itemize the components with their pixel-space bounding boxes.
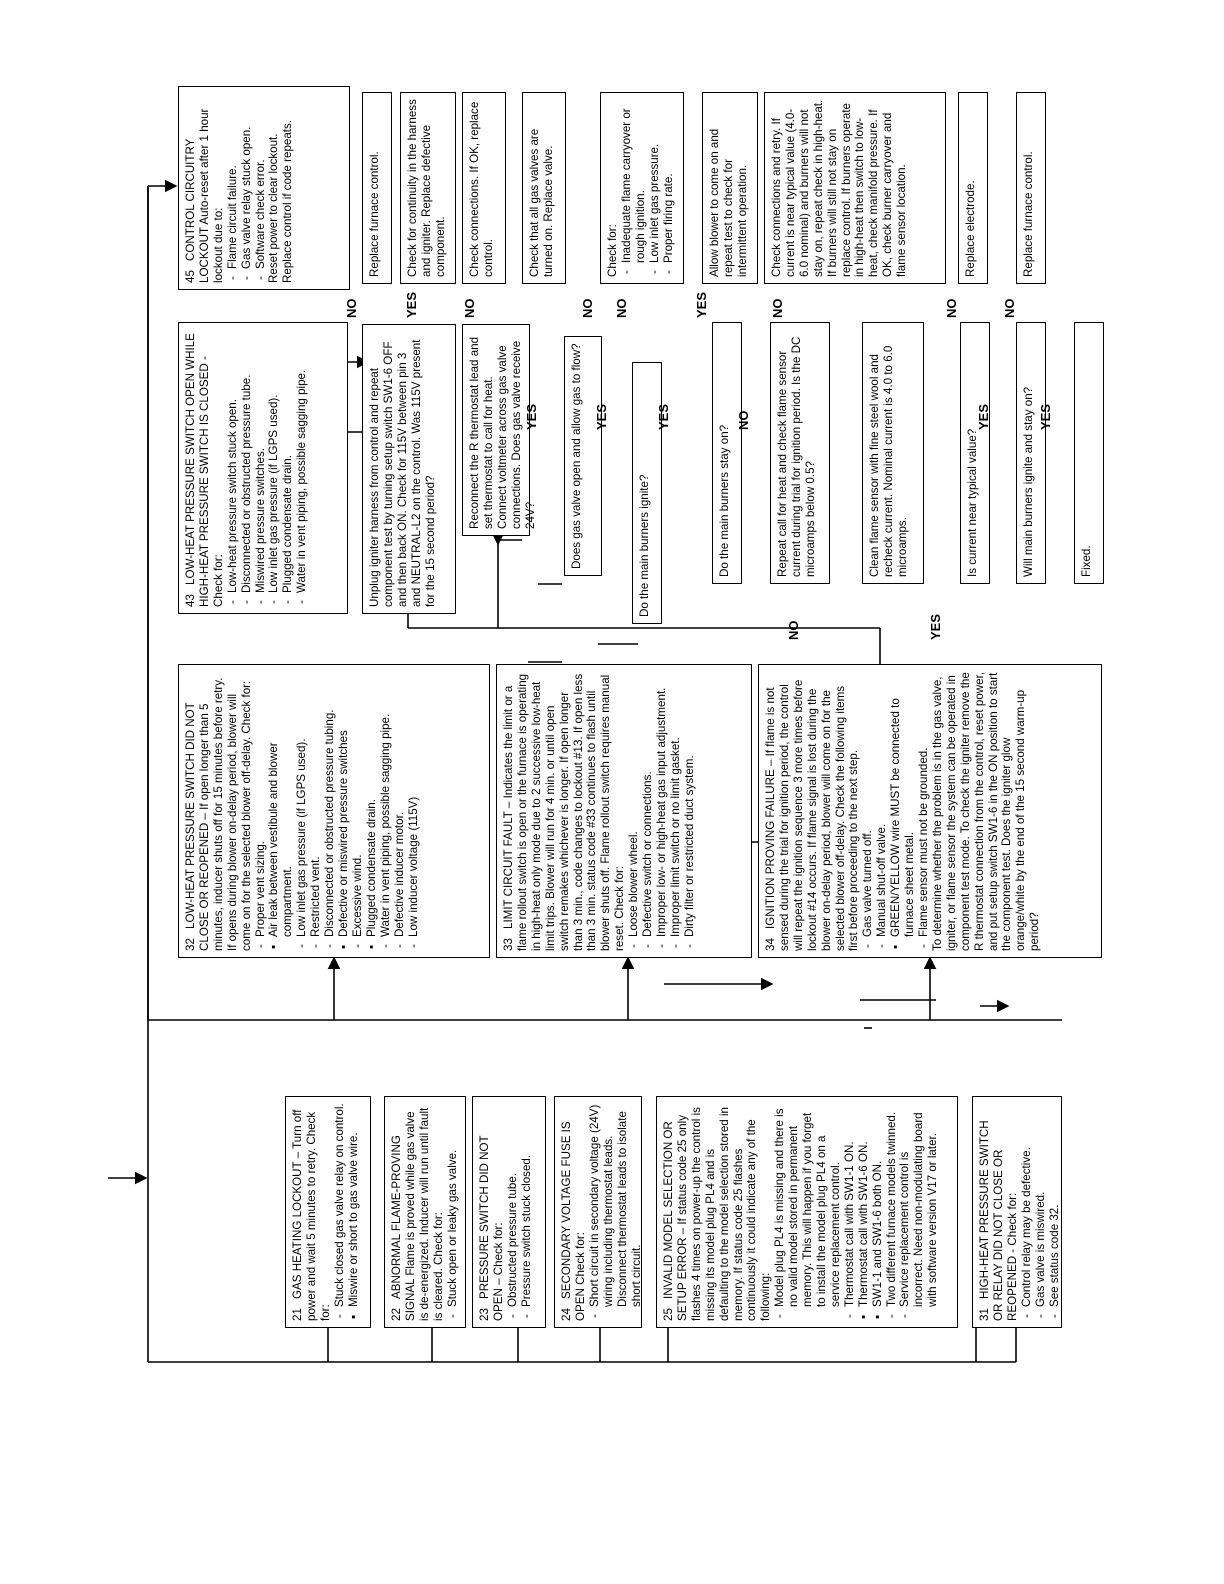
code-25-item: ▪ SW1-1 and SW1-6 both ON. (871, 1103, 885, 1321)
code-23-item: - Obstructed pressure tube. (506, 1103, 520, 1321)
yes-label: YES (1038, 403, 1053, 430)
code-34-item: - Gas valve turned off. (861, 671, 875, 951)
code-22-box (384, 1096, 466, 1328)
yes-label: YES (404, 291, 419, 318)
code-33-text: LIMIT CIRCUIT FAULT – Indicates the limit or a flame rollout switch is open or the furnace is operating in high-heat only mode due to 2 successive low-heat limit trips. Blower will run for 4 min. or until open switch remakes whichever is longer. If open longer than 3 min., code changes to lockout #13. If open less than 3 min. status code #33 continues to flash until blower shuts off. Flame rollout switch requires manual reset. Check for: (502, 673, 627, 951)
code-31-box (972, 1096, 1062, 1328)
step-fixed (1074, 322, 1104, 584)
code-23-text: PRESSURE SWITCH DID NOT OPEN – Check for: (478, 1135, 505, 1321)
yes-label: YES (928, 613, 943, 640)
step-burners-ignite (632, 362, 662, 624)
code-25-item: - Two different furnace models twinned. (885, 1103, 899, 1321)
code-34-text: IGNITION PROVING FAILURE – If flame is not sensed during the trial for ignition period, the control will repeat the ignition sequence 3 more times before lockout #14 occurs. If flame signal is lost during the blower on-delay period, blower will come on for the selected blower off-delay. Check the following items first before proceeding to the next step. (764, 679, 861, 951)
code-21-item: - Stuck closed gas valve relay on control. (333, 1103, 347, 1321)
code-32-item: - Proper vent sizing. (254, 671, 268, 951)
step-current-typical (960, 322, 990, 584)
code-25-item: - Thermostat call with SW1-1 ON. (843, 1103, 857, 1321)
action-allow-blower (702, 92, 758, 284)
code-25-item: - Model plug PL4 is missing and there is no valid model stored in permanent memory. This will happen if you forget to install the model plug PL4 on a service replacement control. (773, 1103, 843, 1321)
action-check-for-heading: Check for: (606, 224, 619, 277)
action-check-for-item: - Proper firing rate. (662, 99, 676, 277)
no-label: NO (736, 410, 751, 430)
step-clean-flame-sensor-text: Clean flame sensor with fine steel wool and recheck current. Nominal current is 4.0 to 6.0 microamps. (868, 345, 909, 577)
code-21-item: ▪ Miswire or short to gas valve wire. (347, 1103, 361, 1321)
code-34-question: To determine whether the problem is in the gas valve, igniter, or flame sensor the system can be operated in component test mode. To check the igniter remove the R thermostat connection from the control, reset power, and put setup switch SW1-6 in the ON position to start the component test. Does the igniter glow orange/white by the end of the 15 second warm-up period? (930, 671, 1042, 951)
action-check-connections-text: Check connections. If OK, replace control. (468, 101, 495, 277)
code-43-item: - Miswired pressure switches. (254, 329, 268, 607)
code-21-box (285, 1096, 371, 1328)
code-45-number: 45 (184, 270, 197, 283)
code-32-item: - Low inducer voltage (115V) (407, 671, 421, 951)
no-label: NO (786, 620, 801, 640)
step-burners-stay-on (712, 322, 742, 584)
code-31-text: HIGH-HEAT PRESSURE SWITCH OR RELAY DID NOT CLOSE OR REOPENED - Check for: (978, 1120, 1019, 1321)
code-22-number: 22 (390, 1308, 403, 1321)
action-check-connections-retry-text: Check connections and retry. If current is near typical value (4.0-6.0 nominal) and burners will not stay on, repeat check in high-heat. If burners will still not stay on replace control. If burners operate in high-heat then switch to low-heat, check manifold pressure. If OK, check burner carryover and flame sensor location. (770, 99, 909, 277)
code-25-text: INVALID MODEL SELECTION OR SETUP ERROR – If status code 25 only flashes 4 times on power-up the control is missing its model plug PL4 and is defaulting to the model selection stored in memory. If status code 25 flashes continuously it could indicate any of the following: (662, 1107, 773, 1321)
code-34-box (758, 664, 1102, 958)
code-31-item: - See status code 32. (1048, 1103, 1062, 1321)
code-43-number: 43 (184, 594, 197, 607)
code-34-number: 34 (764, 938, 777, 951)
code-43-item: - Disconnected or obstructed pressure tube. (240, 329, 254, 607)
code-32-item: - Low inlet gas pressure (if LGPS used). (295, 671, 309, 951)
code-45-text: CONTROL CIRCUITRY LOCKOUT Auto-reset after 1 hour lockout due to: (184, 108, 225, 283)
code-45-item: - Flame circuit failure. (226, 93, 240, 283)
code-32-box (178, 664, 490, 958)
yes-label: YES (976, 403, 991, 430)
code-33-item: - Improper limit switch or no limit gasket. (669, 671, 683, 951)
action-replace-electrode-text: Replace electrode. (964, 180, 977, 277)
action-check-for-item: - Low inlet gas pressure. (648, 99, 662, 277)
step-burners-ignite-text: Do the main burners ignite? (638, 474, 651, 617)
code-45-item: - Software check error. (254, 93, 268, 283)
no-label: NO (770, 298, 785, 318)
code-25-box (656, 1096, 958, 1328)
code-24-item: - Short circuit in secondary voltage (24V) wiring including thermostat leads. Disconnect thermostat leads to isolate short circuit. (588, 1103, 644, 1321)
action-replace-control-text: Replace furnace control. (368, 151, 381, 277)
no-label: NO (462, 298, 477, 318)
code-23-item: - Pressure switch stuck closed. (520, 1103, 534, 1321)
code-24-number: 24 (560, 1308, 573, 1321)
yes-label: YES (656, 403, 671, 430)
code-34-item: - Manual shut-off valve. (875, 671, 889, 951)
action-allow-blower-text: Allow blower to come on and repeat test to check for intermittent operation. (708, 128, 749, 277)
code-21-number: 21 (291, 1308, 304, 1321)
code-43-text: LOW-HEAT PRESSURE SWITCH OPEN WHILE HIGH-HEAT PRESSURE SWITCH IS CLOSED - Check for: (184, 333, 225, 607)
code-31-number: 31 (978, 1308, 991, 1321)
no-label: NO (580, 298, 595, 318)
action-check-continuity-text: Check for continuity in the harness and igniter. Replace defective component. (406, 99, 447, 277)
step-clean-flame-sensor (862, 322, 924, 584)
yes-label: YES (524, 403, 539, 430)
action-check-gas-valves (522, 92, 566, 284)
code-45-item: - Gas valve relay stuck open. (240, 93, 254, 283)
step-unplug-igniter (362, 324, 456, 614)
no-label: NO (614, 298, 629, 318)
yes-label: YES (594, 403, 609, 430)
action-check-continuity (400, 92, 456, 284)
action-check-connections (462, 92, 506, 284)
step-burners-ignite-stay-text: Will main burners ignite and stay on? (1022, 386, 1035, 577)
action-check-gas-valves-text: Check that all gas valves are turned on. Replace valve. (528, 128, 555, 277)
action-replace-control (362, 92, 392, 284)
step-flame-sensor-current (770, 322, 830, 584)
code-25-item: - Service replacement control is incorrect. Need non-modulating board with software version V17 or later. (898, 1103, 940, 1321)
step-fixed-text: Fixed. (1080, 545, 1093, 577)
code-33-item: - Loose blower wheel. (627, 671, 641, 951)
code-32-text: LOW-HEAT PRESSURE SWITCH DID NOT CLOSE OR REOPENED – If open longer than 5 minutes, inducer shuts off for 15 minutes before retry. If opens during blower on-delay period, blower will come on for the selected blower off-delay. Check for: (184, 677, 253, 951)
code-33-item: - Dirty filter or restricted duct system. (683, 671, 697, 951)
yes-label: YES (694, 291, 709, 318)
code-32-item: - Water in vent piping, possible sagging pipe. (379, 671, 393, 951)
step-unplug-igniter-text: Unplug igniter harness from control and repeat component test by turning setup switch SW1-6 OFF and then back ON. Check for 115V between pin 3 and NEUTRAL-L2 on the control. Was 115V present for the 15 second period? (368, 339, 437, 607)
code-25-number: 25 (662, 1308, 675, 1321)
code-32-item: ▪ Plugged condensate drain. (365, 671, 379, 951)
step-flame-sensor-current-text: Repeat call for heat and check flame sensor current during trial for ignition period. Is the DC microamps below 0.5? (776, 336, 817, 577)
no-label: NO (1002, 298, 1017, 318)
action-check-for (600, 92, 684, 284)
action-replace-furnace-control-text: Replace furnace control. (1022, 151, 1035, 277)
code-31-item: - Control relay may be defective. (1020, 1103, 1034, 1321)
code-43-item: - Plugged condensate drain. (281, 329, 295, 607)
no-label: NO (944, 298, 959, 318)
code-43-item: - Water in vent piping, possible sagging pipe. (295, 329, 309, 607)
code-22-text: ABNORMAL FLAME-PROVING SIGNAL Flame is proved while gas valve is de-energized. Inducer will run until fault is cleared. Check for: (390, 1107, 445, 1321)
code-33-number: 33 (502, 938, 515, 951)
code-43-item: - Low inlet gas pressure (if LGPS used). (267, 329, 281, 607)
step-gas-valve-open (564, 336, 602, 576)
code-24-text: SECONDARY VOLTAGE FUSE IS OPEN Check for: (560, 1121, 587, 1321)
code-45-box (178, 86, 350, 290)
action-replace-electrode (958, 92, 988, 284)
code-23-box (472, 1096, 546, 1328)
code-23-number: 23 (478, 1308, 491, 1321)
code-43-item: - Low-heat pressure switch stuck open. (226, 329, 240, 607)
code-31-item: - Gas valve is miswired. (1034, 1103, 1048, 1321)
code-32-item: ▪ Defective or miswired pressure switches (337, 671, 351, 951)
code-34-item: ▪ GREEN/YELLOW wire MUST be connected to furnace sheet metal. (889, 671, 917, 951)
code-33-box (496, 664, 752, 958)
code-32-item: ▪ Air leak between vestibule and blower compartment. (267, 671, 295, 951)
code-43-box (178, 322, 348, 614)
code-45-note: Reset power to clear lockout. Replace control if code repeats. (267, 119, 295, 283)
code-34-item: - Flame sensor must not be grounded. (917, 671, 931, 951)
code-33-item: - Defective switch or connections. (641, 671, 655, 951)
step-burners-ignite-stay (1016, 322, 1046, 584)
code-24-box (554, 1096, 642, 1328)
no-label: NO (344, 298, 359, 318)
code-32-number: 32 (184, 938, 197, 951)
step-gas-valve-open-text: Does gas valve open and allow gas to flow? (570, 343, 583, 569)
code-25-item: ▪ Thermostat call with SW1-6 ON. (857, 1103, 871, 1321)
action-replace-furnace-control (1016, 92, 1046, 284)
code-32-item: - Disconnected or obstructed pressure tubing. (323, 671, 337, 951)
action-check-for-item: - Inadequate flame carryover or rough ignition. (620, 99, 648, 277)
code-32-item: - Restricted vent. (309, 671, 323, 951)
code-22-item: - Stuck open or leaky gas valve. (446, 1103, 460, 1321)
code-21-text: GAS HEATING LOCKOUT – Turn off power and wait 5 minutes to retry. Check for: (291, 1109, 332, 1321)
action-check-connections-retry (764, 92, 946, 284)
code-32-item: - Excessive wind. (351, 671, 365, 951)
step-current-typical-text: Is current near typical value? (966, 428, 979, 577)
step-burners-stay-on-text: Do the main burners stay on? (718, 424, 731, 577)
step-reconnect-thermostat-text: Reconnect the R thermostat lead and set thermostat to call for heat. Connect voltmeter across gas valve connections. Does gas valve receive 24V? (468, 336, 537, 529)
code-33-item: - Improper low- or high-heat gas input adjustment. (655, 671, 669, 951)
code-32-item: - Defective inducer motor. (393, 671, 407, 951)
